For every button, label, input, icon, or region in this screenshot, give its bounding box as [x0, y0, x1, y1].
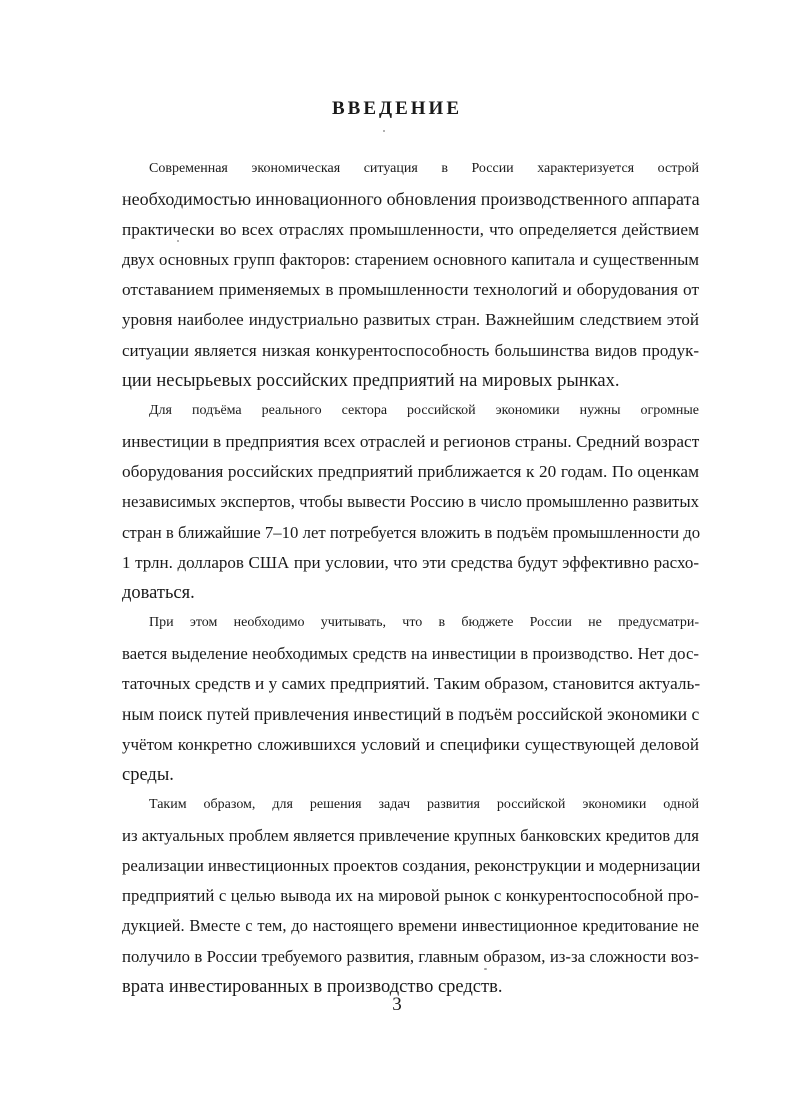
text-line: оборудования российских предприятий приближается к 20 годам. По оценкам: [122, 461, 699, 481]
page-number: 3: [392, 994, 402, 1015]
text-line: предприятий с целью вывода их на мировой рынок с конкурентоспособной про-: [122, 886, 699, 906]
text-line: Для подъёма реального сектора российской экономики нужны огромные: [149, 403, 699, 419]
text-line: необходимостью инновационного обновления производственного аппарата: [122, 189, 700, 210]
text-line: учётом конкретно сложившихся условий и специфики существующей деловой: [122, 734, 699, 754]
scan-speck: [177, 240, 179, 242]
text-line: получило в России требуемого развития, главным образом, из-за сложности воз-: [122, 946, 699, 966]
text-line: доваться.: [122, 583, 195, 604]
page-title: ВВЕДЕНИЕ: [332, 98, 462, 119]
text-line: таточных средств и у самих предприятий. Таким образом, становится актуаль-: [122, 674, 701, 694]
text-line: реализации инвестиционных проектов создания, реконструкции и модернизации: [122, 855, 701, 875]
text-line: двух основных групп факторов: старением основного капитала и существенным: [122, 249, 699, 269]
text-line: ситуации является низкая конкурентоспособность большинства видов продук-: [122, 340, 699, 360]
text-line: независимых экспертов, чтобы вывести Россию в число промышленно развитых: [122, 492, 699, 512]
paragraph-1: [122, 154, 699, 396]
text-line: отставанием применяемых в промышленности технологий и оборудования от: [122, 280, 699, 300]
text-line: среды.: [122, 764, 174, 785]
text-line: инвестиции в предприятия всех отраслей и регионов страны. Средний возраст: [122, 431, 700, 451]
text-line: стран в ближайшие 7–10 лет потребуется вложить в подъём промышленности до: [122, 522, 701, 542]
text-line: дукцией. Вместе с тем, до настоящего времени инвестиционное кредитование не: [122, 916, 699, 936]
text-line: из актуальных проблем является привлечение крупных банковских кредитов для: [122, 825, 699, 845]
text-line: При этом необходимо учитывать, что в бюджете России не предусматри-: [149, 615, 699, 631]
text-line: 1 трлн. долларов США при условии, что эти средства будут эффективно расхо-: [122, 552, 699, 572]
text-line: ции несырьевых российских предприятий на мировых рынках.: [122, 371, 620, 392]
text-line: Таким образом, для решения задач развития российской экономики одной: [149, 797, 699, 813]
text-line: врата инвестированных в производство средств.: [122, 977, 503, 998]
body-text: [122, 154, 699, 1002]
scan-speck: [383, 130, 385, 132]
text-line: вается выделение необходимых средств на инвестиции в производство. Нет дос-: [122, 643, 699, 663]
paragraph-4: [122, 790, 699, 1002]
text-line: ным поиск путей привлечения инвестиций в подъём российской экономики с: [122, 704, 700, 725]
text-line: практически во всех отраслях промышленности, что определяется действием: [122, 219, 699, 239]
scan-speck: [484, 968, 487, 970]
paragraph-3: [122, 608, 699, 790]
text-line: Современная экономическая ситуация в России характеризуется острой: [149, 161, 699, 176]
paragraph-2: [122, 396, 699, 608]
text-line: уровня наиболее индустриально развитых стран. Важнейшим следствием этой: [122, 310, 699, 330]
